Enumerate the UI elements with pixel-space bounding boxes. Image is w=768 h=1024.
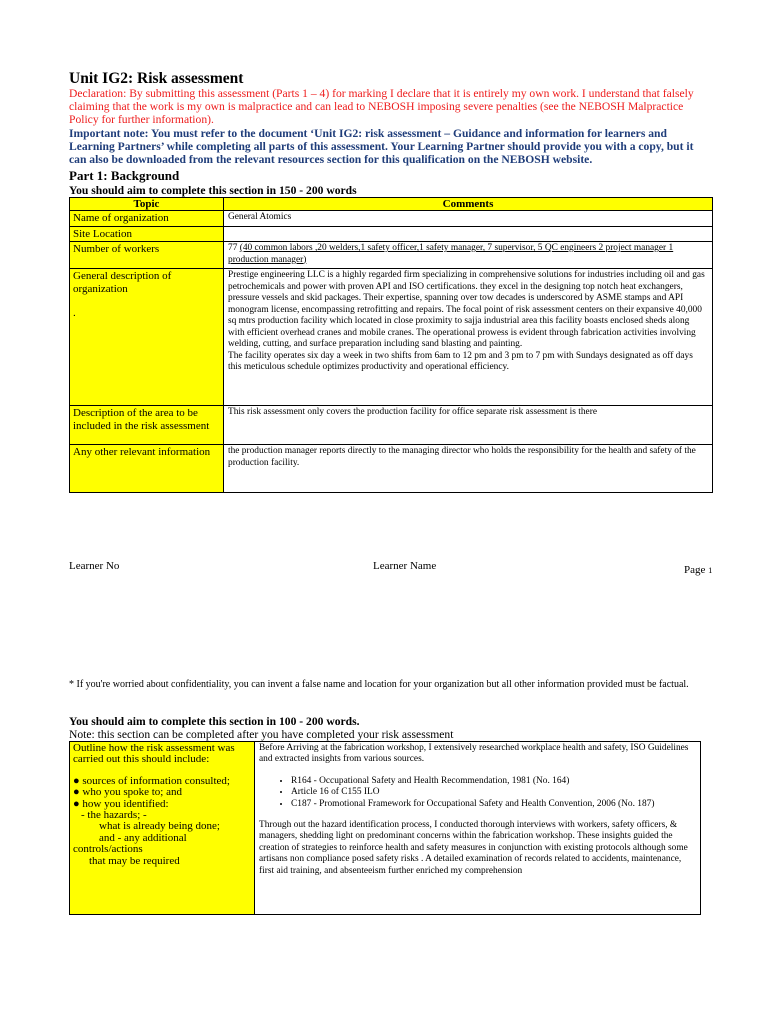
- table-row: [70, 406, 713, 445]
- table-row: [70, 269, 713, 406]
- learner-number-label: Learner No: [69, 560, 120, 572]
- part1-heading: Part 1: Background: [69, 168, 180, 183]
- answer-cell[interactable]: [255, 742, 701, 915]
- answer-intro: Before Arriving at the fabrication workshop, I extensively researched workplace health and safety, ISO Guidelines and extracted insights from various sources.: [259, 743, 689, 765]
- worker-breakdown: (40 common labors ,20 welders,1 safety officer,1 safety manager, 7 supervisor, 5 QC engineers 2 project manager 1 production manager): [228, 243, 674, 265]
- answer-conclusion: Through out the hazard identification process, I conducted thorough interviews with workers, safety officers, & managers, shedding light on predominant concerns within the fabrication workshop. These insights guided the creation of strategies to reinforce health and safety measures in conjunction with existing protocols although some artisans non compliance posed safety risks . A detailed examination of records related to accidents, maintenance, first aid training, and absenteeism further enriched my comprehension: [259, 820, 688, 876]
- worker-count: 77: [228, 243, 240, 253]
- process-table: [69, 741, 701, 915]
- prompt-bullet: ● who you spoke to; and: [73, 786, 182, 799]
- declaration-text: Declaration: By submitting this assessment (Parts 1 – 4) for marking I declare that it is entirely my own work. I understand that falsely claiming that the work is my own is malpractice and can lead to NEBOSH imposing severe penalties (see the NEBOSH Malpractice Policy for further information).: [69, 87, 694, 127]
- topic-cell: Number of workers: [70, 242, 224, 269]
- table-row: [70, 226, 713, 242]
- column-header-topic: Topic: [70, 198, 224, 211]
- confidentiality-note: * If you're worried about confidentiality, you can invent a false name and location for your organization but all other information provided must be factual.: [69, 679, 689, 690]
- page-title: Unit IG2: Risk assessment: [69, 70, 244, 87]
- comment-cell[interactable]: [224, 226, 713, 242]
- background-table: [69, 197, 713, 493]
- page-number-value: 1: [708, 565, 713, 575]
- comment-cell[interactable]: the production manager reports directly to the managing director who holds the responsibility for the health and safety of the production facility.: [224, 445, 713, 493]
- column-header-comments: Comments: [224, 198, 713, 211]
- table-row: [70, 242, 713, 269]
- prompt-subitem: what is already being done;: [99, 820, 220, 833]
- topic-label: General description of organization: [73, 270, 172, 295]
- table-row: [70, 742, 701, 915]
- prompt-bullet: ● how you identified:: [73, 797, 169, 810]
- part2-word-count-note: You should aim to complete this section in 100 - 200 words.: [69, 715, 360, 728]
- learner-name-label: Learner Name: [373, 560, 437, 572]
- list-item: • R164 - Occupational Safety and Health Recommendation, 1981 (No. 164): [291, 776, 696, 787]
- description-paragraph: The facility operates six day a week in two shifts from 6am to 12 pm and 3 pm to 7 pm with Sundays designated as off days this meticulous schedule optimizes productivity and operational efficiency.: [228, 350, 693, 372]
- prompt-subitem: and - any additional: [99, 831, 187, 844]
- prompt-subitem: - the hazards; -: [81, 809, 147, 822]
- list-item: • Article 16 of C155 ILO: [291, 787, 696, 798]
- prompt-subitem: controls/actions: [73, 843, 143, 856]
- prompt-bullet: ● sources of information consulted;: [73, 774, 230, 787]
- prompt-intro: Outline how the risk assessment was carried out this should include:: [73, 742, 235, 766]
- page-label: Page: [684, 564, 709, 576]
- comment-cell[interactable]: [224, 269, 713, 406]
- comment-cell[interactable]: General Atomics: [224, 211, 713, 227]
- table-header-row: [70, 198, 713, 211]
- topic-mark: .: [73, 307, 76, 319]
- topic-cell: Description of the area to be included in the risk assessment: [70, 406, 224, 445]
- prompt-subitem: that may be required: [89, 854, 180, 867]
- table-row: [70, 211, 713, 227]
- prompt-cell: [70, 742, 255, 915]
- sources-list: [259, 776, 696, 810]
- topic-cell: Any other relevant information: [70, 445, 224, 493]
- list-item: • C187 - Promotional Framework for Occupational Safety and Health Convention, 2006 (No. 187): [291, 799, 696, 810]
- topic-cell: Site Location: [70, 226, 224, 242]
- comment-cell[interactable]: This risk assessment only covers the production facility for office separate risk assessment is there: [224, 406, 713, 445]
- comment-cell[interactable]: [224, 242, 713, 269]
- description-paragraph: Prestige engineering LLC is a highly regarded firm specializing in comprehensive solutions for industries including oil and gas petrochemicals and power with proven API and ISO certifications. they excel in the designing top notch heat exchangers, pressure vessels and skid packages. Their expertise, spanning over tow decades is underscored by ASME stamps and API monogram license, encompassing retrofitting and repairs. The focal point of risk assessment centers on their expansive 40,000 sq mtrs production facility which located in close proximity to sajja industrial area this facility boasts enclosed sheds along with efficient overhead cranes and mobile cranes. The operational prowess is evident through fabrication activities involving welding, cutting, and surface preparation including sand blasting and painting.: [228, 270, 705, 349]
- table-row: [70, 445, 713, 493]
- part1-word-count-note: You should aim to complete this section in 150 - 200 words: [69, 184, 357, 197]
- topic-cell: Name of organization: [70, 211, 224, 227]
- page-number: [684, 564, 712, 576]
- topic-cell: [70, 269, 224, 406]
- part2-completion-note: Note: this section can be completed after you have completed your risk assessment: [69, 728, 454, 741]
- important-note: Important note: You must refer to the document ‘Unit IG2: risk assessment – Guidance and information for learners and Learning Partners’ while completing all parts of this assessment. Your Learning Partner should provide you with a copy, but it can also be downloaded from the relevant resources section for this qualification on the NEBOSH website.: [69, 127, 694, 167]
